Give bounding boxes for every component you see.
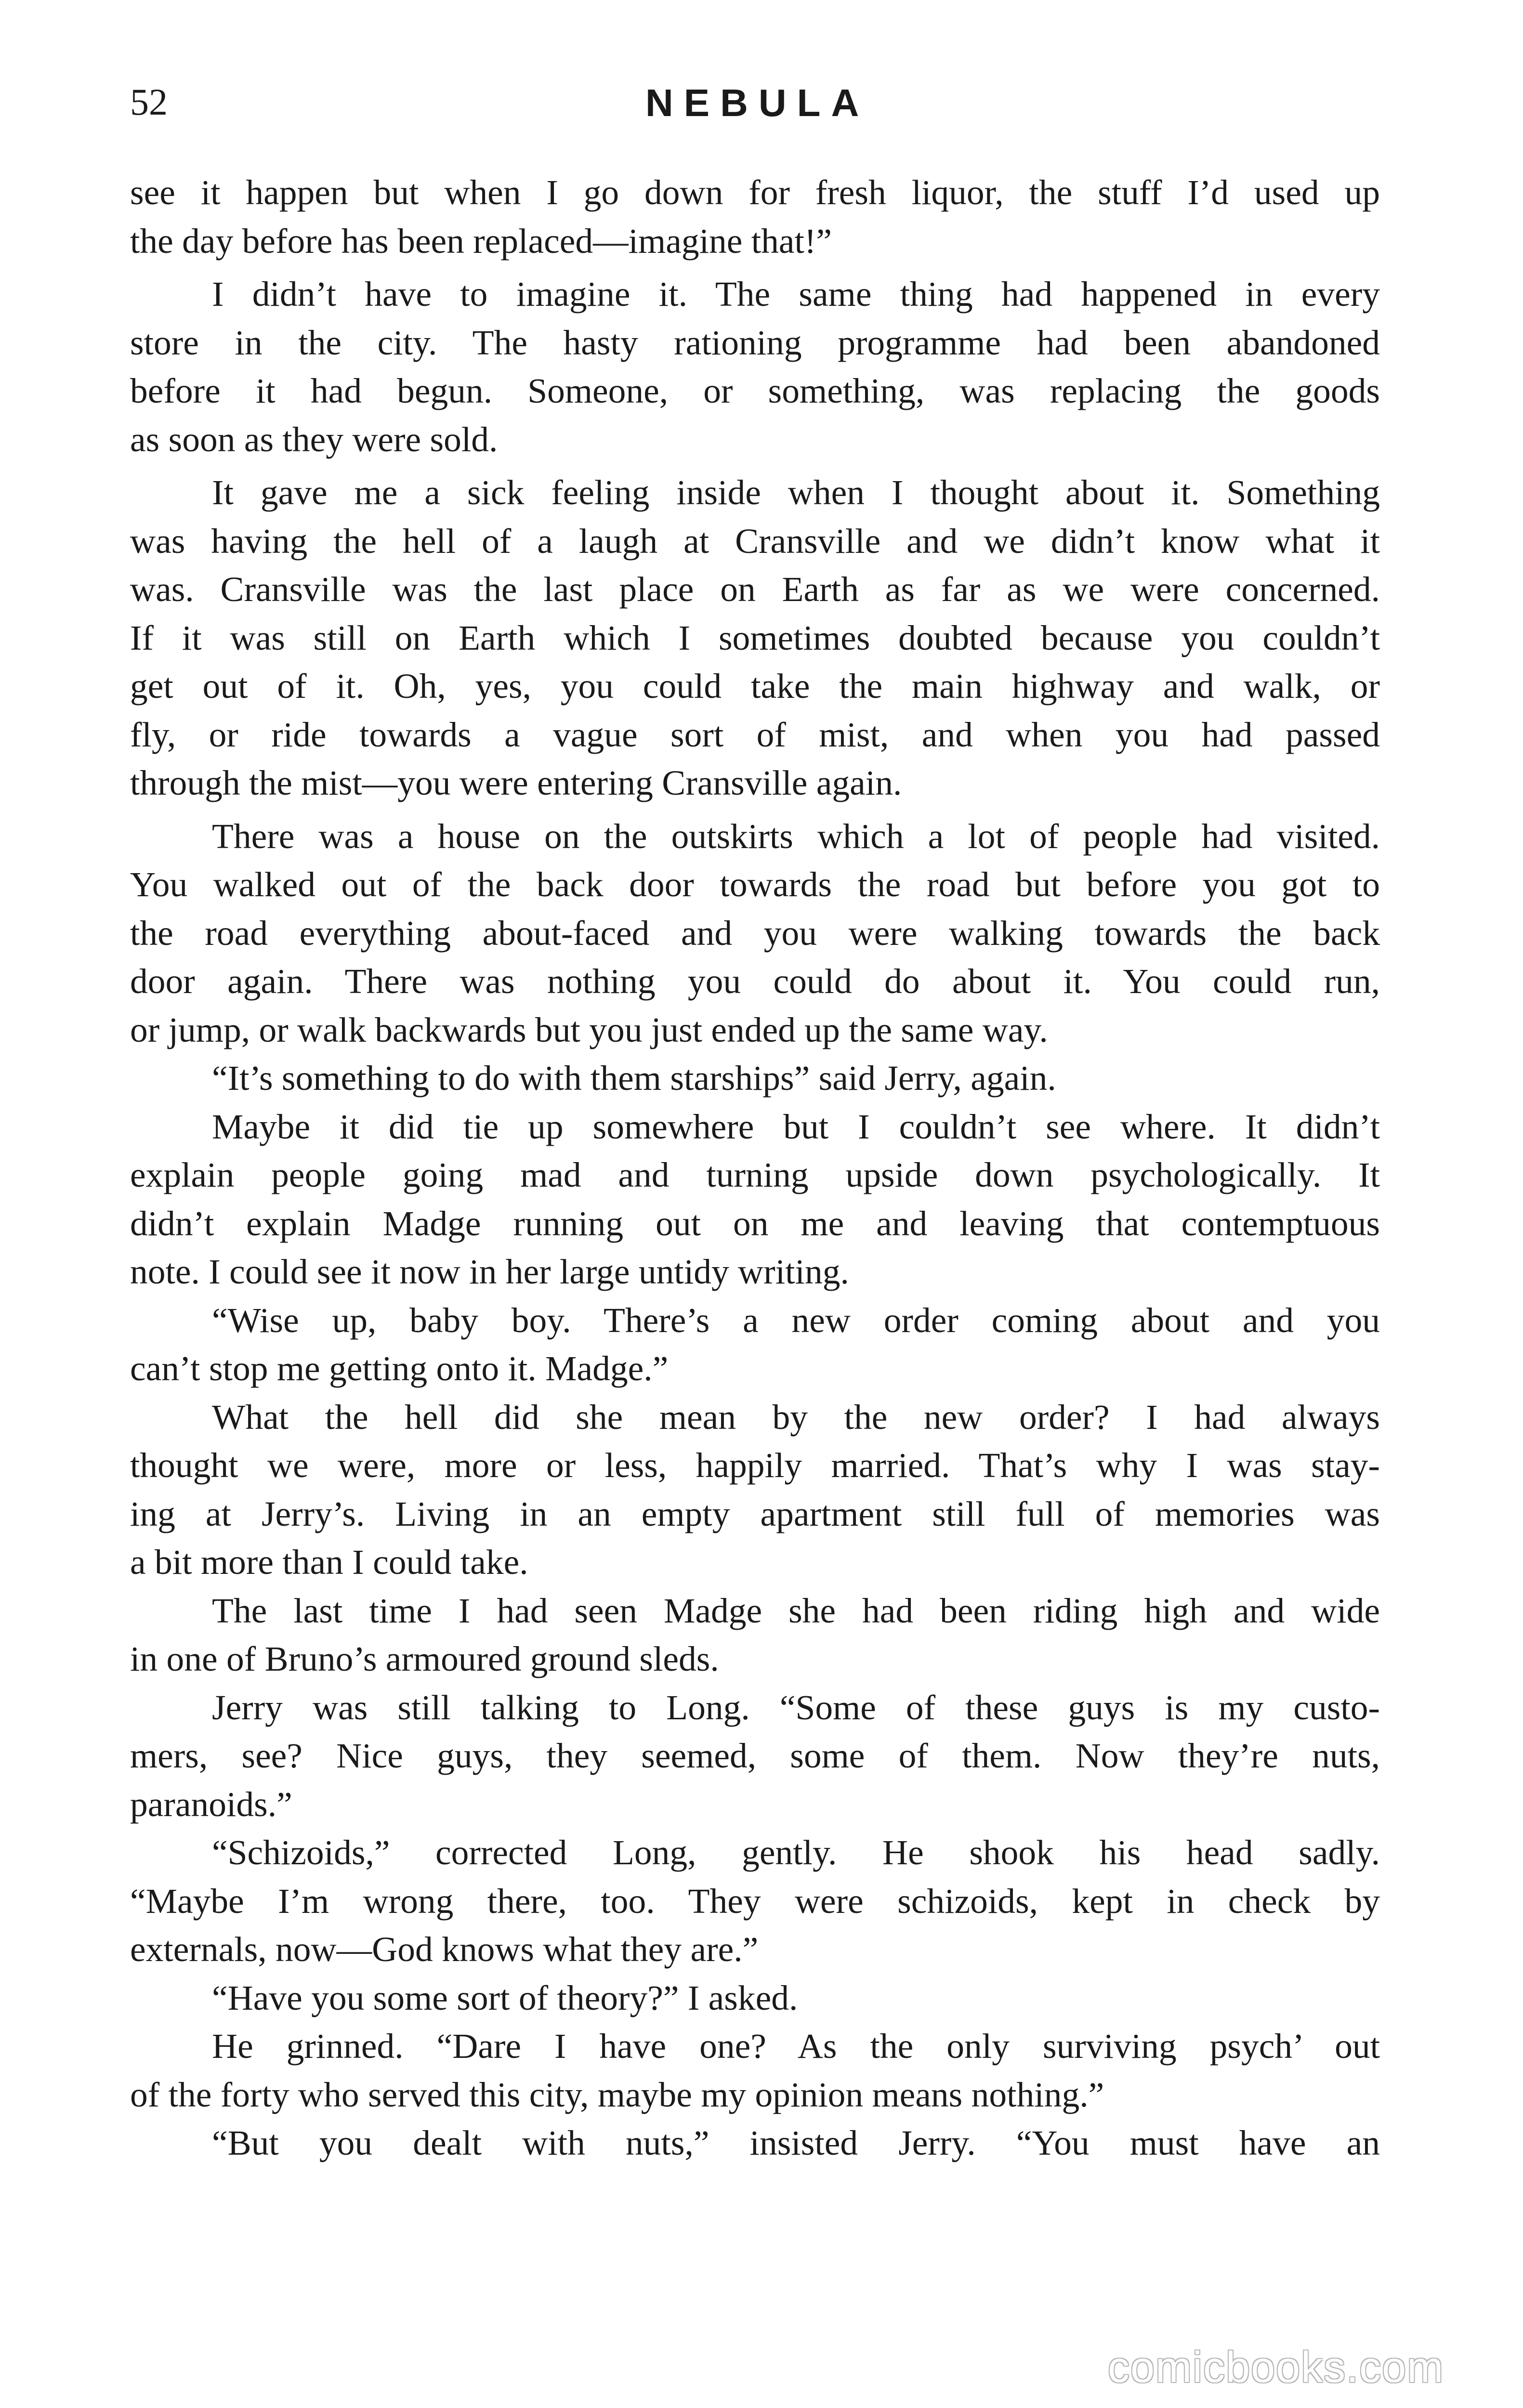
paragraph xyxy=(130,270,1380,464)
text-line: I didn’t have to imagine it. The same thing had happened in every xyxy=(212,275,1380,314)
text-line: was having the hell of a laugh at Cransville and we didn’t know what it xyxy=(130,521,1380,561)
text-line: The last time I had seen Madge she had been riding high and wide xyxy=(212,1591,1380,1630)
text-line: “Have you some sort of theory?” I asked. xyxy=(212,1978,798,2017)
text-line: of the forty who served this city, maybe my opinion means nothing.” xyxy=(130,2075,1104,2114)
text-line: If it was still on Earth which I sometimes doubted because you couldn’t xyxy=(130,618,1380,657)
text-line: note. I could see it now in her large untidy writing. xyxy=(130,1252,849,1291)
text-line: a bit more than I could take. xyxy=(130,1543,528,1582)
text-line: He grinned. “Dare I have one? As the only surviving psych’ out xyxy=(212,2027,1380,2066)
text-line: ing at Jerry’s. Living in an empty apartment still full of memories was xyxy=(130,1494,1380,1533)
text-line: in one of Bruno’s armoured ground sleds. xyxy=(130,1639,719,1678)
text-line: can’t stop me getting onto it. Madge.” xyxy=(130,1349,669,1388)
text-line: was. Cransville was the last place on Earth as far as we were concerned. xyxy=(130,570,1380,609)
text-line: thought we were, more or less, happily married. That’s why I was stay- xyxy=(130,1446,1380,1485)
paragraph xyxy=(130,169,1380,265)
text-line: see it happen but when I go down for fresh liquor, the stuff I’d used up xyxy=(130,173,1380,212)
text-line: mers, see? Nice guys, they seemed, some of them. Now they’re nuts, xyxy=(130,1736,1380,1775)
site-watermark: comicbooks.com xyxy=(1108,2343,1444,2392)
text-line: You walked out of the back door towards the road but before you got to xyxy=(130,865,1380,904)
paragraph xyxy=(130,2022,1380,2119)
paragraph xyxy=(130,2119,1380,2168)
text-line: fly, or ride towards a vague sort of mist, and when you had passed xyxy=(130,715,1380,754)
text-line: “It’s something to do with them starships” said Jerry, again. xyxy=(212,1059,1056,1098)
paragraph xyxy=(130,1103,1380,1296)
text-line: get out of it. Oh, yes, you could take the main highway and walk, or xyxy=(130,667,1380,706)
paragraph xyxy=(130,1974,1380,2023)
text-line: “Wise up, baby boy. There’s a new order coming about and you xyxy=(212,1300,1380,1340)
paragraph xyxy=(130,469,1380,808)
text-line: Maybe it did tie up somewhere but I couldn’t see where. It didn’t xyxy=(212,1107,1380,1146)
body-text xyxy=(130,169,1380,2168)
text-line: externals, now—God knows what they are.” xyxy=(130,1930,759,1969)
paragraph xyxy=(130,1393,1380,1587)
text-line: There was a house on the outskirts which a lot of people had visited. xyxy=(212,816,1380,856)
paragraph xyxy=(130,812,1380,1055)
text-line: “But you dealt with nuts,” insisted Jerry. “You must have an xyxy=(212,2123,1380,2162)
paragraph xyxy=(130,1829,1380,1974)
text-line: the day before has been replaced—imagine that!” xyxy=(130,221,832,261)
text-line: or jump, or walk backwards but you just ended up the same way. xyxy=(130,1010,1048,1049)
text-line: before it had begun. Someone, or something, was replacing the goods xyxy=(130,371,1380,410)
text-line: door again. There was nothing you could do about it. You could run, xyxy=(130,962,1380,1001)
text-line: It gave me a sick feeling inside when I thought about it. Something xyxy=(212,473,1380,512)
text-line: through the mist—you were entering Cransville again. xyxy=(130,763,902,802)
text-line: the road everything about-faced and you were walking towards the back xyxy=(130,913,1380,953)
text-line: What the hell did she mean by the new order? I had always xyxy=(212,1397,1380,1437)
text-line: didn’t explain Madge running out on me and leaving that contemptuous xyxy=(130,1204,1380,1243)
text-line: store in the city. The hasty rationing programme had been abandoned xyxy=(130,323,1380,362)
text-line: explain people going mad and turning upside down psychologically. It xyxy=(130,1155,1380,1194)
page-header xyxy=(130,72,1382,130)
paragraph xyxy=(130,1587,1380,1684)
paragraph xyxy=(130,1054,1380,1103)
text-line: “Maybe I’m wrong there, too. They were schizoids, kept in check by xyxy=(130,1881,1380,1921)
paragraph xyxy=(130,1296,1380,1393)
running-title: NEBULA xyxy=(645,81,870,124)
page-number: 52 xyxy=(130,81,168,123)
paragraph xyxy=(130,1684,1380,1829)
text-line: Jerry was still talking to Long. “Some of these guys is my custo- xyxy=(212,1688,1380,1727)
text-line: “Schizoids,” corrected Long, gently. He shook his head sadly. xyxy=(212,1833,1380,1872)
text-line: as soon as they were sold. xyxy=(130,419,498,459)
text-line: paranoids.” xyxy=(130,1784,292,1824)
